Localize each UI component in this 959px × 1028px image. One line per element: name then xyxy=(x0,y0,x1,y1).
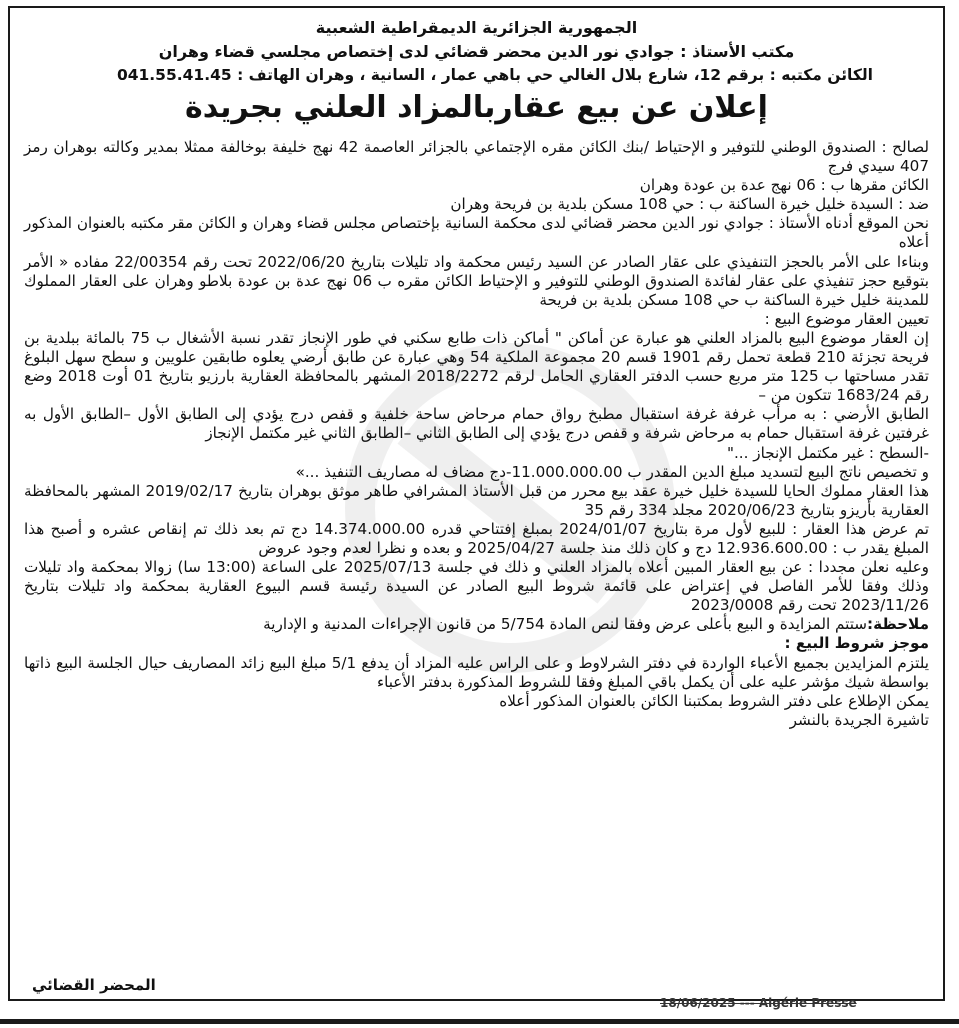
note-label: ملاحظة: xyxy=(867,615,929,634)
announcement-body xyxy=(24,138,929,730)
signature: المحضر القضائي xyxy=(32,976,156,994)
paragraph-seizure-order: وبناءا على الأمر بالحجز التنفيذي على عقار الصادر عن السيد رئيس محكمة واد تليلات بتاريخ 2022/06/20 تحت رقم 22/00354 مفاده « الأمر بتوقيع حجز تنفيذي على عقار لفائدة الصندوق الوطني للتوفير و الإحتياط الكائن مقره ب 06 نهج عدة بن عودة بلاطو وهران على العقار المملوك للمدينة خليل خيرة الساكنة ب حي 108 مسكن بلدية بن فريحة xyxy=(24,252,929,309)
paragraph-ownership: هذا العقار مملوك الحايا للسيدة خليل خيرة عقد بيع محرر من قبل الأستاذ المشرافي طاهر موثق بوهران بتاريخ 2019/02/17 المشهر بالمحافظة العقارية بأريزو بتاريخ 2020/06/23 مجلد 334 رقم 35 xyxy=(24,481,929,519)
phone-number: 041.55.41.45 xyxy=(116,66,232,84)
paragraph-new-auction: وعليه نعلن مجددا : عن بيع العقار المبين أعلاه بالمزاد العلني و ذلك في جلسة 2025/07/13 على الساعة (13:00 سا) زوالا بمحكمة واد تليلات وذلك وفقا للأمر الفاصل في إعتراض على قائمة شروط البيع الصادر عن السيدة رئيسة قسم البيوع العقارية بمحكمة واد تليلات بتاريخ 2023/11/26 تحت رقم 2023/0008 xyxy=(24,558,929,615)
conditions-title: موجز شروط البيع : xyxy=(784,634,929,653)
paragraph-beneficiary: لصالح : الصندوق الوطني للتوفير و الإحتياط /بنك الكائن مقره الإجتماعي بالجزائر العاصمة 42 نهج خليفة بوخالفة ممثلا بمدير وكالته بوهران رمز 407 سيدي فرج xyxy=(24,138,929,176)
office-header: مكتب الأستاذ : جوادي نور الدين محضر قضائي لدى إختصاص مجلسي قضاء وهران xyxy=(158,42,795,61)
paragraph-property-heading: تعيين العقار موضوع البيع : xyxy=(764,309,929,328)
paragraph-bailiff: نحن الموقع أدناه الأستاذ : جوادي نور الدين محضر قضائي لدى محكمة السانية بإختصاص مجلس قضاء وهران و الكائن مقر مكتبه بالعنوان المذكور أعلاه xyxy=(24,214,929,252)
condition-item: يمكن الإطلاع على دفتر الشروط بمكتبنا الكائن بالعنوان المذكور أعلاه xyxy=(499,691,929,710)
paragraph-floors: الطابق الأرضي : به مرأب غرفة غرفة استقبال مطبخ رواق حمام مرحاض ساحة خلفية و قفص درج يؤدي إلى الطابق الأول –الطابق الأول به غرفتين غرفة استقبال حمام به مرحاض شرفة و قفص درج يؤدي إلى الطابق الثاني –الطابق الثاني غير مكتمل الإنجاز xyxy=(24,405,929,443)
announcement-sheet xyxy=(8,6,945,1001)
bottom-rule xyxy=(0,1019,959,1024)
paragraph-debt: و تخصيص ناتج البيع لتسديد مبلغ الدين المقدر ب 11.000.000.00-دج مضاف له مصاريف التنفيذ ...» xyxy=(295,462,929,481)
condition-item: تاشيرة الجريدة بالنشر xyxy=(789,710,929,729)
paragraph-property-description: إن العقار موضوع البيع بالمزاد العلني هو عبارة عن أماكن " أماكن ذات طابع سكني في طور الإنجاز تقدر نسبة الأشغال ب 75 بالمائة ببلدية بن فريحة تجزئة 210 قطعة تحمل رقم 1901 قسم 20 مجموعة الملكية 54 وهي عبارة عن طابق أرضي يعلوه طابقين علويين و سطح سهل البلوغ تقدر مساحتها ب 125 متر مربع حسب الدفتر العقاري الحامل لرقم 2018/2272 المشهر بالمحافظة العقارية بارزيو بتاريخ 01 أوت 2018 وضع رقم 1683/24 تتكون من – xyxy=(24,328,929,405)
publication-footer: 18/06/2025 --- Algérie Presse xyxy=(660,996,857,1010)
condition-item: يلتزم المزايدين بجميع الأعباء الواردة في دفتر الشرلاوط و على الراس عليه المزاد أن يدفع 5/1 مبلغ البيع زائد المصاريف حيال الجلسة البيع ذاتها بواسطة شيك مؤشر عليه على أن يكمل باقي المبلغ وفقا للشروط المذكورة بدفتر الأعباء xyxy=(24,653,929,691)
paragraph-beneficiary-address: الكائن مقرها ب : 06 نهج عدة بن عودة وهران xyxy=(639,176,929,195)
paragraph-defendant: ضد : السيدة خليل خيرة الساكنة ب : حي 108 مسكن بلدية بن فريحة وهران xyxy=(450,195,929,214)
paragraph-previous-offer: تم عرض هذا العقار : للبيع لأول مرة بتاريخ 2024/01/07 بمبلغ إفتتاحي قدره 14.374.000.00 دج تم بعد ذلك تم إنقاص عشره و أصبح هذا المبلغ يقدر ب : 12.936.600.00 دج و كان ذلك منذ جلسة 2025/04/27 و بعده و نظرا لعدم وجود عروض xyxy=(24,519,929,557)
republic-header: الجمهورية الجزائرية الديمقراطية الشعبية xyxy=(315,18,638,37)
announcement-title: إعلان عن بيع عقاربالمزاد العلني بجريدة xyxy=(185,90,768,125)
note-text: ستتم المزايدة و البيع بأعلى عرض وفقا لنص المادة 5/754 من قانون الإجراءات المدنية و الإدارية xyxy=(263,615,868,634)
address-text: الكائن مكتبه : برقم 12، شارع بلال الغالي حي باهي عمار ، السانية ، وهران الهاتف : xyxy=(237,66,873,84)
address-line xyxy=(80,66,873,84)
paragraph-roof: -السطح : غير مكتمل الإنجاز ..." xyxy=(726,443,929,462)
note xyxy=(24,615,929,634)
